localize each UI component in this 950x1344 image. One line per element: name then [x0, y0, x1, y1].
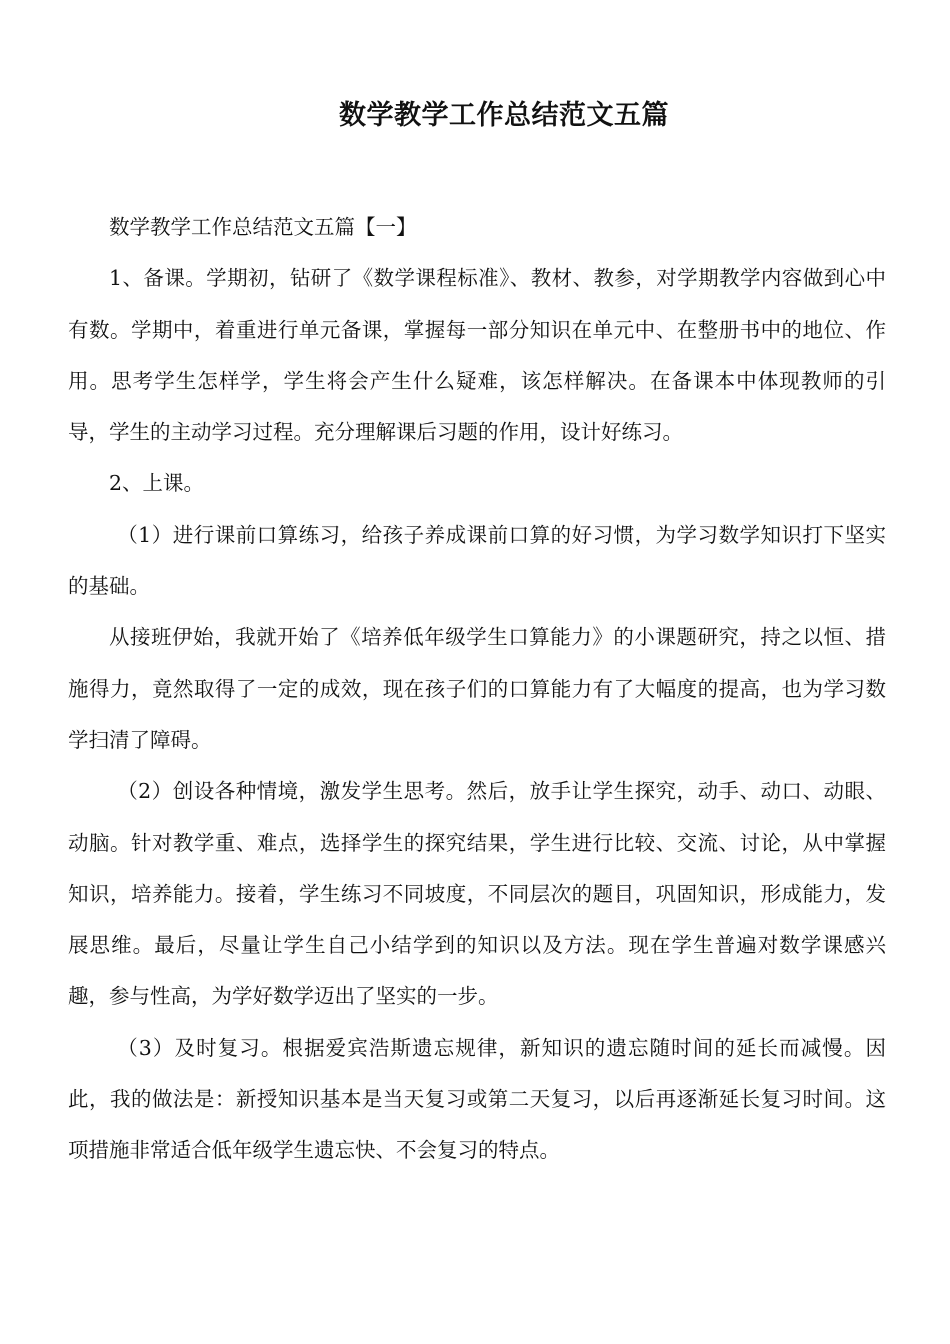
paragraph-class-heading: 2、上课。: [109, 471, 205, 496]
paragraph-research: 从接班伊始，我就开始了《培养低年级学生口算能力》的小课题研究，持之以恒、措施得力，竟然取得了一定的成效，现在孩子们的口算能力有了大幅度的提高，也为学习数学扫清了障碍。: [68, 625, 886, 752]
paragraph-lesson-prep: 1、备课。学期初，钻研了《数学课程标准》、教材、教参，对学期教学内容做到心中有数。学期中，着重进行单元备课，掌握每一部分知识在单元中、在整册书中的地位、作用。思考学生怎样学，学生将会产生什么疑难，该怎样解决。在备课本中体现教师的引导，学生的主动学习过程。充分理解课后习题的作用，设计好练习。: [68, 266, 886, 445]
paragraph-mental-arithmetic: （1）进行课前口算练习，给孩子养成课前口算的好习惯，为学习数学知识打下坚实的基础。: [68, 522, 886, 599]
section-heading: 数学教学工作总结范文五篇【一】: [109, 215, 417, 239]
document-body: [68, 202, 886, 1177]
paragraph-review: （3）及时复习。根据爱宾浩斯遗忘规律，新知识的遗忘随时间的延长而减慢。因此，我的做法是：新授知识基本是当天复习或第二天复习，以后再逐渐延长复习时间。这项措施非常适合低年级学生遗忘快、不会复习的特点。: [68, 1035, 886, 1163]
paragraph-situations: （2）创设各种情境，激发学生思考。然后，放手让学生探究，动手、动口、动眼、动脑。针对教学重、难点，选择学生的探究结果，学生进行比较、交流、讨论，从中掌握知识，培养能力。接着，学生练习不同坡度，不同层次的题目，巩固知识，形成能力，发展思维。最后，尽量让学生自己小结学到的知识以及方法。现在学生普遍对数学课感兴趣，参与性高，为学好数学迈出了坚实的一步。: [68, 779, 886, 1009]
document-title: 数学教学工作总结范文五篇: [339, 100, 669, 131]
